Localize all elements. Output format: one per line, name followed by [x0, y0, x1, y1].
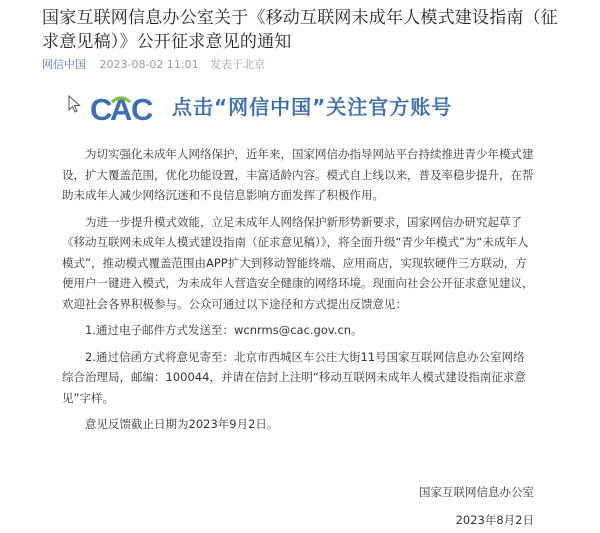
svg-text:A: A: [110, 92, 132, 126]
svg-text:C: C: [90, 92, 112, 126]
follow-banner[interactable]: [68, 88, 538, 128]
paragraph: 为切实强化未成年人网络保护，近年来，国家网信办指导网站平台持续推进青少年模式建设，扩大覆盖范围，优化功能设置，丰富适龄内容。模式自上线以来，普及率稳步提升，在帮助未成年人减少网络沉迷和不良信息影响方面发挥了积极作用。: [62, 147, 534, 202]
publish-time: 2023-08-02 11:01: [99, 58, 199, 71]
paragraph: 为进一步提升模式效能，立足未成年人网络保护新形势新要求，国家网信办研究起草了《移动互联网未成年人模式建设指南（征求意见稿）》，将全面升级“青少年模式”为“未成年人模式”，推动模式覆盖范围由APP扩大到移动智能终端、应用商店，实现软硬件三方联动，方便用户一键进入模式，为未成年人营造安全健康的网络环境。现面向社会公开征求意见建议，欢迎社会各界积极参与。公众可通过以下途径和方式提出反馈意见：: [62, 214, 534, 311]
source-link[interactable]: 网信中国: [42, 58, 86, 71]
paragraph: 1.通过电子邮件方式发送至：wcnrms@cac.gov.cn。: [85, 323, 363, 337]
signature-org: 国家互联网信息办公室: [419, 485, 534, 499]
signature: [419, 482, 534, 530]
article-meta: [42, 58, 265, 72]
article-title: 国家互联网信息办公室关于《移动互联网未成年人模式建设指南（征求意见稿）》公开征求意见的通知: [42, 8, 558, 52]
publish-location: 发表于北京: [210, 58, 266, 71]
paragraph: 2.通过信函方式将意见寄至：北京市西城区车公庄大街11号国家互联网信息办公室网络综合治理局，邮编：100044，并请在信封上注明“移动互联网未成年人模式建设指南征求意见”字样。: [62, 349, 526, 405]
banner-text: 点击“网信中国”关注官方账号: [172, 95, 453, 119]
svg-text:C: C: [131, 92, 152, 126]
article-body: [62, 144, 536, 441]
cac-logo: [90, 90, 152, 126]
cursor-icon: [68, 95, 82, 113]
signature-date: 2023年8月2日: [455, 513, 534, 527]
paragraph: 意见反馈截止日期为2023年9月2日。: [85, 417, 279, 431]
